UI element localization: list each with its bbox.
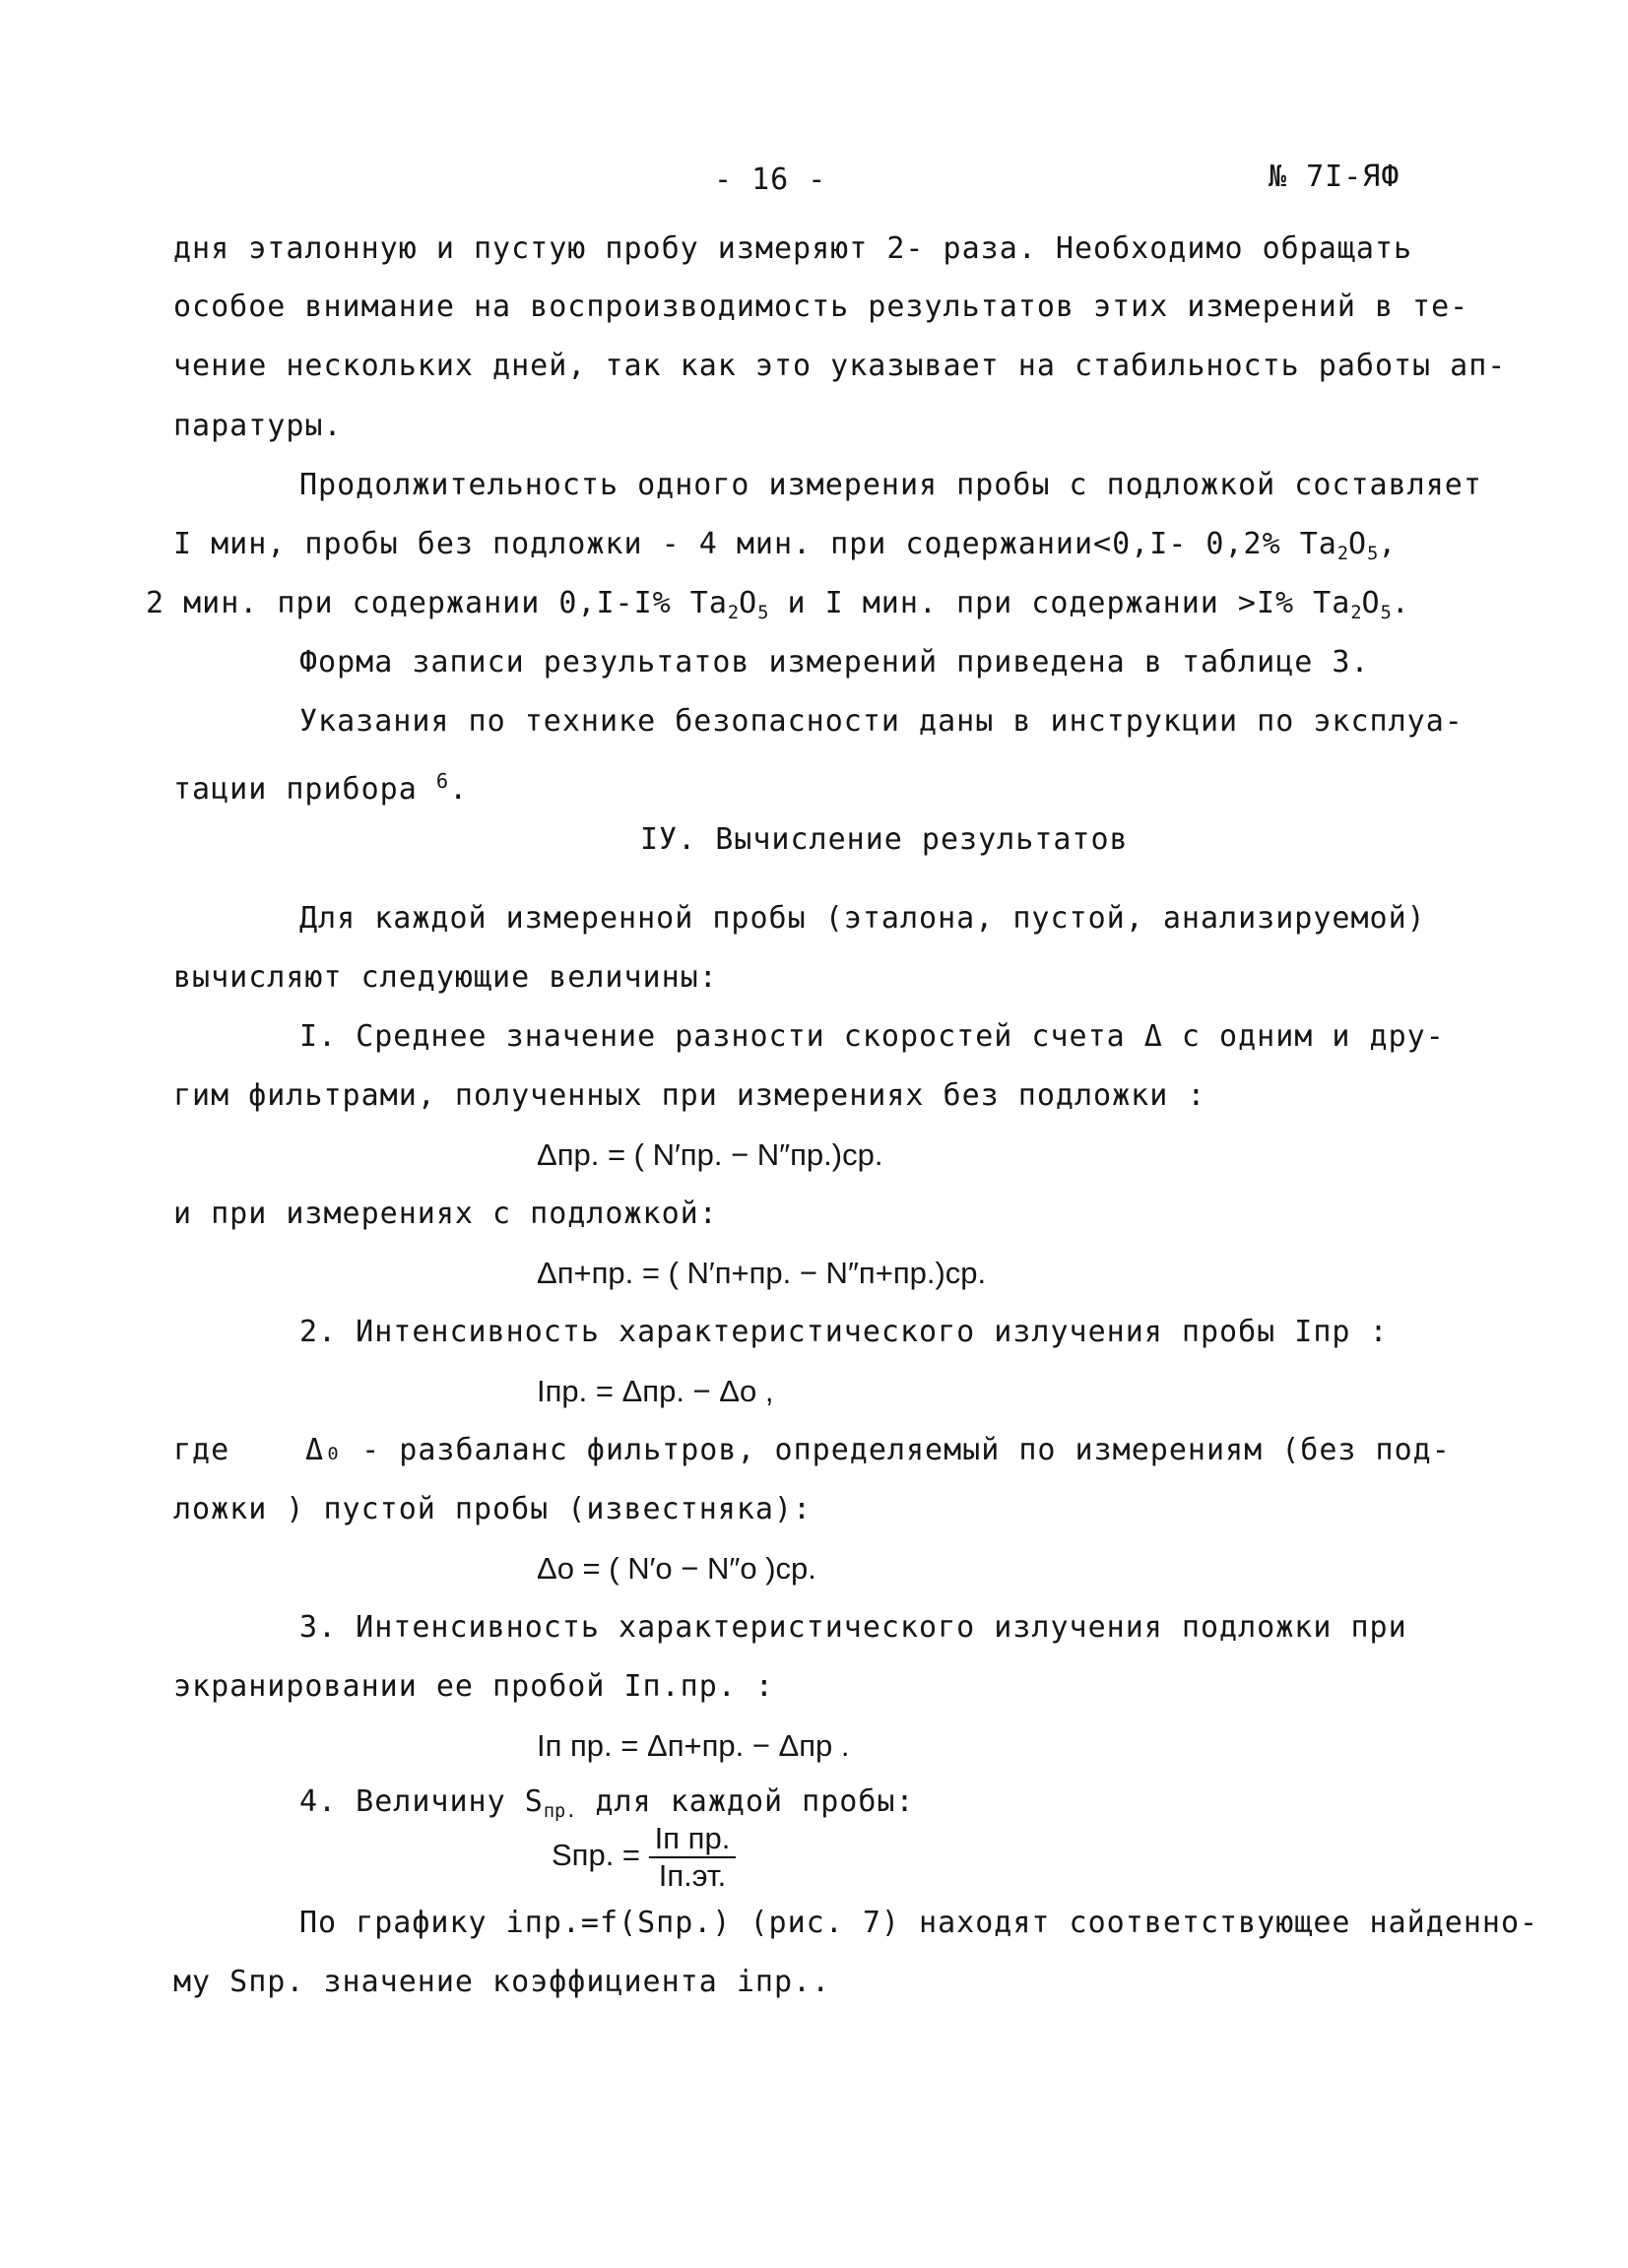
formula-lhs: Sпр. = [552,1838,641,1873]
subscript: 2 [1336,543,1349,564]
formula: Δо = ( N′о − N″о )ср. [537,1551,816,1586]
fraction-numerator: Iп пр. [649,1822,737,1858]
paragraph-line: му Sпр. значение коэффициента iпр.. [173,1965,831,1999]
fraction-denominator: Iп.эт. [658,1858,727,1893]
formula: Iп пр. = Δп+пр. − Δпр . [537,1728,850,1763]
superscript: 6 [435,769,450,793]
text-segment: , [1378,527,1398,561]
paragraph-line: паратуры. [173,409,343,443]
paragraph-line [173,525,1397,574]
text-segment: O [1361,586,1381,620]
paragraph-line: Форма записи результатов измерений приведена в таблице 3. [299,645,1370,680]
list-item-line: и при измерениях с подложкой: [173,1197,718,1231]
subscript: пр. [543,1800,577,1822]
document-number: № 7I-ЯФ [1269,160,1400,194]
text-segment: O [1348,527,1368,561]
list-item-line: 3. Интенсивность характеристического излучения подложки при [299,1610,1407,1645]
text-segment: тации прибора [173,772,436,808]
list-item-line: I. Среднее значение разности скоростей счета Δ с одним и дру- [299,1019,1445,1054]
list-item-line: Δ₀ - разбаланс фильтров, определяемый по измерениям (без под- [305,1433,1451,1467]
text-segment: и I мин. при содержании >I% Ta [768,586,1351,620]
subscript: 2 [727,602,740,623]
formula: Δпр. = ( N′пр. − N″пр.)ср. [537,1137,883,1172]
text-segment: 4. Величину S [299,1784,544,1819]
subscript: 5 [1380,602,1392,623]
list-item-line: 2. Интенсивность характеристического излучения пробы Iпр : [299,1315,1389,1349]
paragraph-line: Указания по технике безопасности даны в инструкции по эксплуа- [299,704,1464,739]
paragraph-line: дня эталонную и пустую пробу измеряют 2- раза. Необходимо обращать [173,231,1413,266]
text-segment: I мин, пробы без подложки - 4 мин. при содержании<0,I- 0,2% Ta [173,527,1337,561]
paragraph-line: Для каждой измеренной пробы (эталона, пустой, анализируемой) [299,901,1426,936]
text-segment: . [1391,586,1410,620]
paragraph-line: особое внимание на воспроизводимость результатов этих измерений в те- [173,290,1469,324]
list-item-line: гим фильтрами, полученных при измерениях без подложки : [173,1078,1206,1113]
section-title: IУ. Вычисление результатов [640,822,1129,857]
paragraph-line: Продолжительность одного измерения пробы с подложкой составляет [299,468,1482,502]
fraction-formula [552,1822,736,1893]
subscript: 5 [757,602,769,623]
formula: Δп+пр. = ( N′п+пр. − N″п+пр.)ср. [537,1256,987,1290]
formula: Iпр. = Δпр. − Δо , [537,1374,774,1408]
text-segment: 2 мин. при содержании 0,I-I% Ta [146,586,728,620]
fraction [649,1822,737,1893]
list-item-line: экранировании ее пробой Iп.пр. : [173,1669,774,1704]
subscript: 5 [1367,543,1379,564]
text-segment: . [449,772,469,808]
paragraph-line: вычисляют следующие величины: [173,960,718,995]
text-segment: O [739,586,758,620]
paragraph-line: чение нескольких дней, так как это указывает на стабильность работы ап- [173,349,1507,383]
paragraph-line: По графику iпр.=f(Sпр.) (рис. 7) находят соответствующее найденно- [299,1906,1539,1940]
list-item-line: ложки ) пустой пробы (известняка): [173,1492,813,1526]
where-label: где [173,1433,230,1467]
subscript: 2 [1350,602,1362,623]
paragraph-line [173,761,468,810]
text-segment: для каждой пробы: [576,1784,915,1819]
page-number: - 16 - [714,162,827,197]
paragraph-line [146,584,1410,633]
